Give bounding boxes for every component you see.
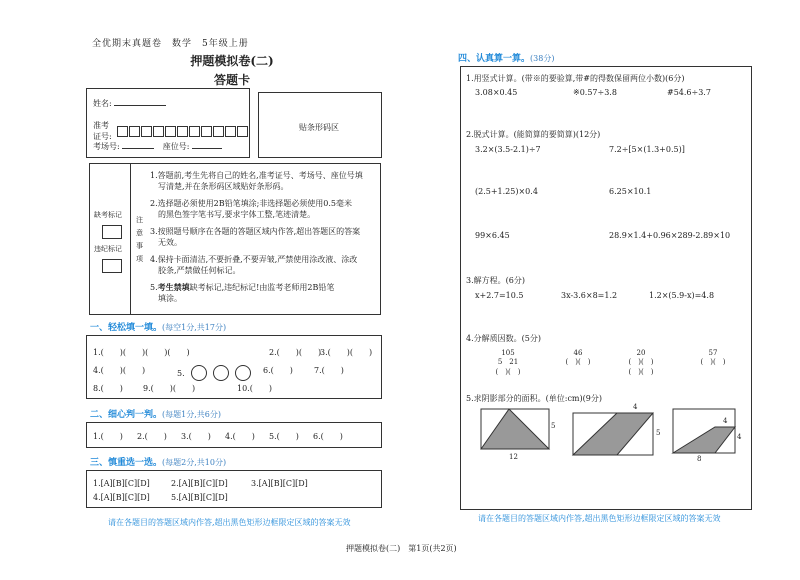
factor-tree-46: 46 ( )( ) (565, 349, 591, 366)
section1-title: 一、轻松填一填。(每空1分,共17分) (90, 323, 227, 333)
student-info-box (86, 88, 250, 158)
calc-q5-title: 5.求阴影部分的面积。(单位:cm)(9分) (466, 394, 602, 403)
exam-no-grid[interactable] (117, 126, 249, 137)
section4-title: 四、认真算一算。(38分) (458, 54, 555, 64)
section4-answer-box (460, 66, 752, 510)
calc-q3-title: 3.解方程。(6分) (466, 276, 525, 285)
page-footer: 押题模拟卷(二) 第1页(共2页) (346, 544, 457, 553)
fill-row2-b[interactable]: 5. (177, 365, 251, 381)
figure3-side: 4 (737, 433, 742, 441)
choice-3[interactable]: 3.[A][B][C][D] (251, 479, 308, 488)
room-label: 考场号: (93, 142, 120, 151)
figure3-top: 4 (723, 417, 728, 425)
figure1-height: 5 (551, 422, 556, 430)
barcode-label: 贴条形码区 (299, 123, 339, 132)
calc-q2-item3: (2.5+1.25)×0.4 (475, 187, 538, 196)
paper-header: 全优期末真题卷 数学 5年级上册 (92, 39, 249, 49)
calc-q2-item4: 6.25×10.1 (609, 187, 652, 196)
figure1-width: 12 (509, 453, 518, 461)
figure2-side: 5 (656, 429, 661, 437)
fill-row2-c[interactable]: 6.( ) (263, 366, 293, 375)
factor-tree-20: 20 ( )( ) ( )( ) (628, 349, 654, 376)
notice-divider (130, 164, 131, 314)
room-field[interactable] (122, 148, 154, 149)
violation-mark-box[interactable] (102, 259, 122, 273)
choice-5[interactable]: 5.[A][B][C][D] (171, 493, 228, 502)
factor-tree-57: 57 ( )( ) (700, 349, 726, 366)
calc-q3-item3: 1.2×(5.9-x)=4.8 (649, 291, 715, 300)
section3-title: 三、慎重选一选。(每题2分,共10分) (90, 458, 227, 468)
fill-row2-a[interactable]: 4.( )( ) (93, 366, 146, 375)
left-bottom-note: 请在各题目的答题区域内作答,超出黑色矩形边框限定区域的答案无效 (108, 518, 351, 527)
notice-box (89, 163, 381, 315)
figure3-bottom: 8 (697, 455, 702, 463)
section2-title: 二、细心判一判。(每题1分,共6分) (90, 410, 221, 420)
paper-title: 押题模拟卷(二) (190, 54, 274, 68)
name-field[interactable] (114, 105, 166, 106)
name-label: 姓名: (93, 99, 112, 108)
area-figure-2 (571, 407, 661, 463)
notice-list: 1.答题前,考生先将自己的姓名,准考证号、考场号、座位号填 写清楚,并在条形码区域贴好条形码。 2.选择题必须使用2B铅笔填涂;非选择题必须使用0.5毫米 的黑色签字笔书写,要求字体工整,笔迹清楚。 3.按照题号顺序在各题的答题区域内作答,超出答题区的答案 无效。 4.保持卡面清洁,不要折叠,不要弄皱,严禁使用涂改液、涂改 胶条,严禁做任何标记。 5.考生禁填缺考标记,违纪标记!由监考老师用2B铅笔 填涂。 (150, 171, 363, 303)
fill-row1-a[interactable]: 1.( )( )( )( ) (93, 348, 190, 357)
calc-q3-item2: 3x-3.6×8=1.2 (561, 291, 618, 300)
calc-q1-item1: 3.08×0.45 (475, 88, 518, 97)
fill-row3-b[interactable]: 9.( )( ) (143, 384, 196, 393)
violation-mark-label: 违纪标记 (94, 245, 122, 253)
calc-q2-item2: 7.2÷[5×(1.3+0.5)] (609, 145, 685, 154)
judge-5[interactable]: 5.( ) (269, 432, 299, 441)
calc-q4-title: 4.分解质因数。(5分) (466, 334, 541, 343)
section1-answer-box (86, 335, 382, 399)
barcode-box (258, 92, 382, 158)
fill-row1-c[interactable]: 3.( )( ) (320, 348, 373, 357)
notice-vertical-label: 注 意 事 项 (136, 216, 143, 263)
choice-2[interactable]: 2.[A][B][C][D] (171, 479, 228, 488)
calc-q2-title: 2.脱式计算。(能简算的要简算)(12分) (466, 130, 601, 139)
section3-answer-box (86, 470, 382, 508)
area-figure-1 (479, 407, 559, 463)
fill-row3-a[interactable]: 8.( ) (93, 384, 123, 393)
area-figure-3 (671, 407, 741, 463)
figure2-top: 4 (633, 403, 638, 411)
section2-answer-box (86, 422, 382, 448)
calc-q2-item5: 99×6.45 (475, 231, 510, 240)
absent-mark-label: 缺考标记 (94, 211, 122, 219)
seat-label: 座位号: (162, 142, 190, 151)
judge-2[interactable]: 2.( ) (137, 432, 167, 441)
judge-4[interactable]: 4.( ) (225, 432, 255, 441)
choice-4[interactable]: 4.[A][B][C][D] (93, 493, 150, 502)
judge-1[interactable]: 1.( ) (93, 432, 123, 441)
compare-circle-2[interactable] (213, 365, 229, 381)
fill-row3-c[interactable]: 10.( ) (237, 384, 272, 393)
absent-mark-box[interactable] (102, 225, 122, 239)
judge-3[interactable]: 3.( ) (181, 432, 211, 441)
calc-q3-item1: x+2.7=10.5 (475, 291, 524, 300)
seat-field[interactable] (192, 148, 222, 149)
right-bottom-note: 请在各题目的答题区域内作答,超出黑色矩形边框限定区域的答案无效 (478, 514, 721, 523)
exam-no-label: 准考证号: (93, 121, 112, 141)
calc-q1-title: 1.用竖式计算。(带※的要验算,带#的得数保留两位小数)(6分) (466, 74, 685, 83)
calc-q1-item3: #54.6÷3.7 (667, 88, 711, 97)
choice-1[interactable]: 1.[A][B][C][D] (93, 479, 150, 488)
fill-row1-b[interactable]: 2.( )( ) (269, 348, 322, 357)
factor-tree-105: 105 5 21 ( )( ) (495, 349, 521, 376)
calc-q2-item6: 28.9×1.4+0.96×289-2.89×10 (609, 231, 731, 240)
calc-q2-item1: 3.2×(3.5-2.1)÷7 (475, 145, 541, 154)
answer-card-title: 答题卡 (213, 73, 250, 87)
judge-6[interactable]: 6.( ) (313, 432, 343, 441)
compare-circle-3[interactable] (235, 365, 251, 381)
calc-q1-item2: ※0.57÷3.8 (573, 88, 617, 97)
compare-circle-1[interactable] (191, 365, 207, 381)
fill-row2-d[interactable]: 7.( ) (314, 366, 344, 375)
